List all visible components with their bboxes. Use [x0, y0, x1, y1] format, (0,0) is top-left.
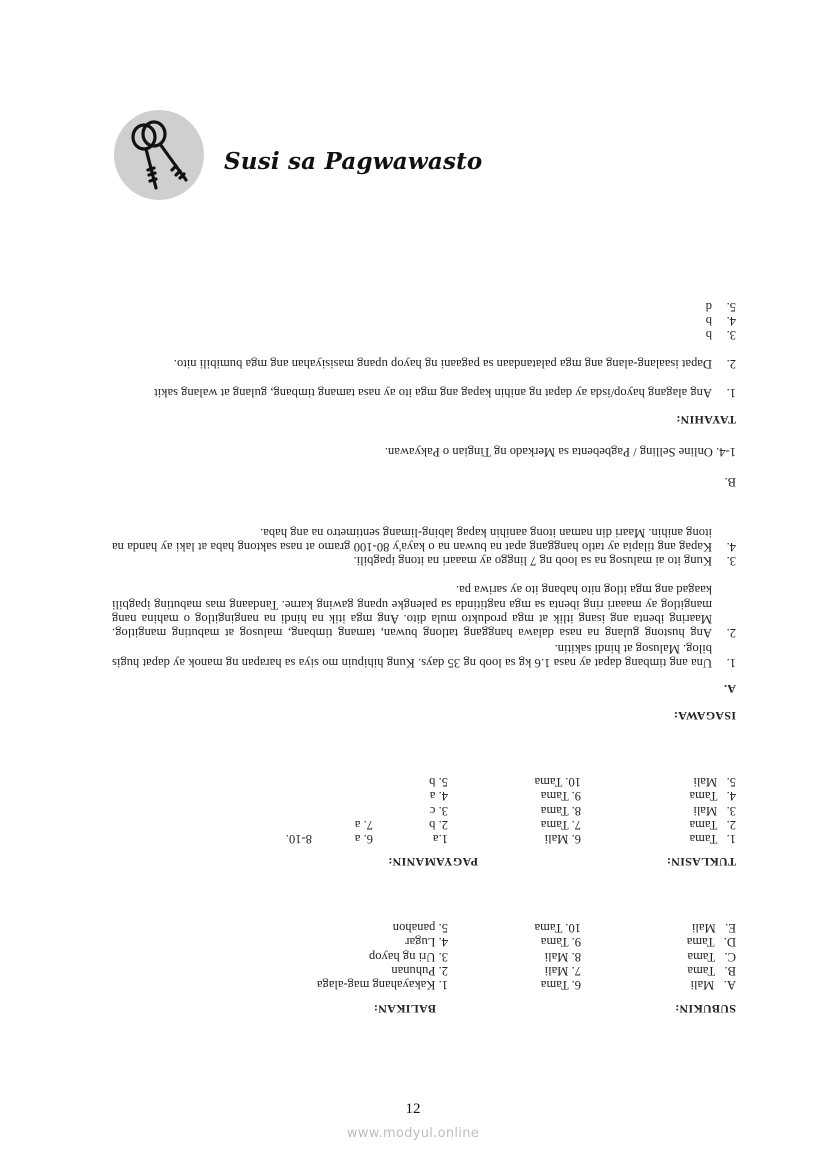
item-text: Ang alagang hayop/isda ay dapat ng anihin kapag ang mga ito ay nasa tamang timbang, gulang at walang sakit [154, 386, 712, 400]
item-number: 5. [726, 300, 736, 314]
item-text: b [705, 314, 712, 328]
answer-item: 6. Tama [540, 978, 581, 992]
tuklasin-col1 [690, 775, 736, 846]
tayahin-title: TAYAHIN: [676, 413, 736, 427]
tayahin-item-3 [112, 326, 736, 342]
isagawa-part-b-label: B. [724, 475, 736, 489]
isagawa-item-1 [112, 640, 736, 670]
isagawa-part-b-text: 1-4. Online Selling / Pagbebenta sa Merkado ng Tingian o Pakyawan. [384, 445, 736, 459]
tayahin-item-2 [112, 341, 736, 371]
answer-item: 10. Tama [534, 775, 581, 790]
item-number: 1. [726, 656, 736, 670]
item-text: d [705, 300, 712, 314]
pagyamanin-col1 [429, 775, 448, 846]
balikan-title: BALIKAN: [373, 1002, 436, 1016]
answer-item: 5. b [429, 775, 448, 790]
answer-item: 5. panahon [392, 921, 448, 936]
answer-item: 6. a [354, 832, 373, 846]
answer-item: 3. Mali [693, 803, 736, 818]
subukin-col2 [535, 921, 581, 992]
answer-item: 2. Puhunan [391, 963, 448, 978]
answer-item: 1.a [432, 832, 448, 846]
item-text: Kung ito ai malusog na sa loob ng 7 linggo ay maaari na itong ipagbili. [353, 554, 712, 568]
item-text: Una ang timbang dapat ay nasa 1.6 kg sa loob ng 35 days. Kung hihipuin mo siya sa harapan ng manok ay dapat hugis bilog. Malusog at hindi sakitin. [112, 641, 712, 670]
item-text: b [705, 328, 712, 342]
watermark: www.modyul.online [346, 1126, 480, 1141]
answer-item: D. Tama [686, 935, 736, 950]
isagawa-item-3 [112, 552, 736, 568]
tuklasin-title: TUKLASIN: [666, 855, 736, 869]
tayahin-item-4 [112, 312, 736, 328]
item-number: 2. [726, 626, 736, 640]
tuklasin-col2 [535, 775, 581, 846]
subukin-col1 [687, 921, 736, 992]
item-number: 4. [726, 540, 736, 554]
page-number: 12 [405, 1101, 421, 1117]
answer-item: 10. Tama [534, 921, 581, 936]
answer-item: 7. Tama [540, 817, 581, 832]
pagyamanin-title: PAGYAMANIN: [388, 855, 478, 869]
answer-item: 4. Tama [689, 789, 736, 804]
keys-icon [114, 110, 204, 200]
item-text: Ang hustong gulang na nasa dalawa hanggang tatlong buwan, tamang timbang, malusog at mabuting mangitlog. Maaring ibenta ang isang itlik at mga produkto mula dito. Ang mga itik na hindi na nangingitlog o mahina nang mangitlog ay maaari ring ibenta sa mga nagtitinda sa palengke upang gawing karne. Tandaang mas mabuting ipagbili kaagad ang mga itlog nito habang ito ay sariwa pa. [112, 583, 712, 640]
page-title: Susi sa Pagwawasto [224, 148, 483, 175]
answer-item: 7. Mali [544, 963, 581, 978]
answer-item: A. Mali [690, 978, 736, 992]
isagawa-part-a-label: A. [723, 682, 736, 696]
answer-item: 4. a [429, 789, 448, 804]
tayahin-item-1 [112, 370, 736, 400]
answer-item: 2. b [429, 817, 448, 832]
answer-item: 4. Lugar [405, 935, 448, 950]
isagawa-title: ISAGAWA: [673, 709, 736, 723]
item-number: 4. [726, 314, 736, 328]
answer-item: 5. Mali [693, 775, 736, 790]
item-number: 1. [726, 386, 736, 400]
answer-key-rotated [112, 280, 736, 1016]
item-text: Kapag ang tilapia ay tatlo hanggang apat na buwan na o kaya'y 80-100 gramo at nasa saktong haba at laki ay handa na itong anihin. Maari din naman itong aanihin kapag labing-limang sentimetro na ang haba. [112, 525, 712, 554]
item-text: Dapat isaalang-alang ang mga palatandaan sa pagaani ng hayop upang masisiyahan ang mga bumibili nito. [173, 357, 712, 371]
tayahin-item-5 [112, 298, 736, 314]
subukin-title: SUBUKIN: [674, 1002, 736, 1016]
balikan-list [317, 921, 448, 992]
answer-item: 7. a [354, 817, 373, 832]
keys-badge [114, 110, 204, 200]
answer-item: 8. Mali [544, 949, 581, 964]
answer-item: E. Mali [691, 921, 736, 936]
isagawa-item-4 [112, 510, 736, 554]
item-number: 3. [726, 554, 736, 568]
answer-item: 9. Tama [540, 935, 581, 950]
answer-item: 8-10. [285, 832, 312, 846]
pagyamanin-col3 [286, 832, 312, 846]
answer-item: 1. Tama [689, 832, 736, 846]
isagawa-item-2 [112, 568, 736, 640]
answer-item: B. Tama [687, 963, 736, 978]
answer-item: 1. Kakayahang mag-alaga [316, 978, 448, 992]
answer-item: 3. c [429, 803, 448, 818]
answer-item: 3. Uri ng hayop [368, 949, 448, 964]
answer-item: 9. Tama [540, 789, 581, 804]
answer-item: 2. Tama [689, 817, 736, 832]
answer-item: 8. Tama [540, 803, 581, 818]
answer-item: C. Tama [687, 949, 736, 964]
item-number: 3. [726, 328, 736, 342]
answer-item: 6. Mali [544, 832, 581, 846]
pagyamanin-col2 [355, 818, 373, 846]
item-number: 2. [726, 357, 736, 371]
